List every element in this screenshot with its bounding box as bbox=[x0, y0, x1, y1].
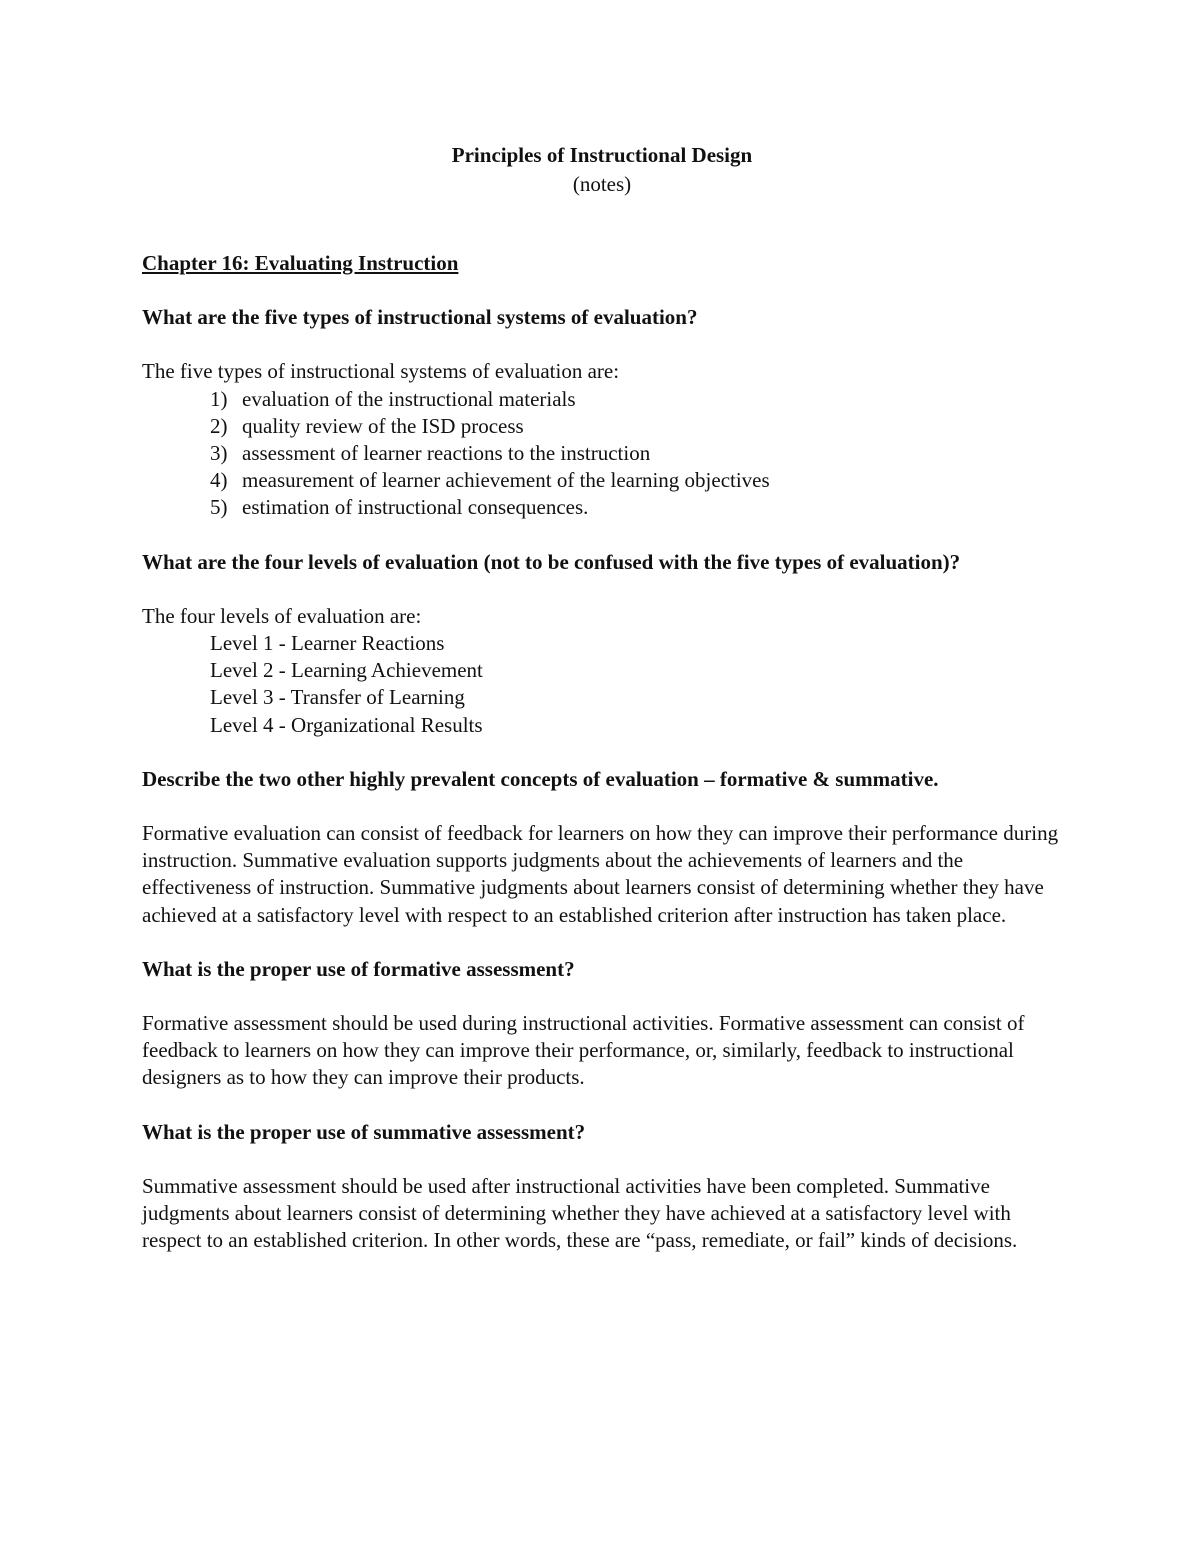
list-item bbox=[210, 413, 1062, 440]
question-concepts: Describe the two other highly prevalent concepts of evaluation – formative & summative. bbox=[142, 766, 939, 791]
list-item-text: evaluation of the instructional materials bbox=[242, 386, 576, 411]
question-five-types: What are the five types of instructional systems of evaluation? bbox=[142, 305, 698, 330]
question-four-levels: What are the four levels of evaluation (not to be confused with the five types of evaluation)? bbox=[142, 549, 961, 574]
question-summative: What is the proper use of summative assessment? bbox=[142, 1119, 586, 1144]
chapter-heading: Chapter 16: Evaluating Instruction bbox=[142, 251, 459, 275]
answer-summative: Summative assessment should be used after instructional activities have been completed. Summative judgments about learners consist of determining whether they have achieved at a satisfactory level with respect to an established criterion. In other words, these are “pass, remediate, or fail” kinds of decisions. bbox=[142, 1173, 1018, 1253]
list-item bbox=[210, 440, 1062, 467]
level-item: Level 3 - Transfer of Learning bbox=[210, 685, 465, 710]
document-page bbox=[142, 140, 1062, 1281]
level-item: Level 2 - Learning Achievement bbox=[210, 658, 483, 683]
list-item bbox=[210, 494, 1062, 521]
document-subtitle: (notes) bbox=[572, 172, 632, 196]
question-formative: What is the proper use of formative assessment? bbox=[142, 956, 575, 981]
list-number: 1) bbox=[210, 386, 228, 411]
level-item: Level 4 - Organizational Results bbox=[210, 712, 483, 737]
list-item bbox=[210, 386, 1062, 413]
list-number: 4) bbox=[210, 468, 228, 493]
list-item bbox=[210, 467, 1062, 494]
list-item-text: estimation of instructional consequences. bbox=[242, 495, 589, 520]
document-title: Principles of Instructional Design bbox=[451, 143, 753, 167]
list-item-text: measurement of learner achievement of the learning objectives bbox=[242, 468, 770, 493]
answer-concepts: Formative evaluation can consist of feedback for learners on how they can improve their performance during instruction. Summative evaluation supports judgments about the achievements of learners and the effectiveness of instruction. Summative judgments about learners consist of determining whether they have achieved at a satisfactory level with respect to an established criterion after instruction has taken place. bbox=[142, 821, 1059, 927]
list-number: 2) bbox=[210, 413, 228, 438]
list-number: 5) bbox=[210, 495, 228, 520]
types-list bbox=[142, 386, 1062, 522]
types-intro: The five types of instructional systems of evaluation are: bbox=[142, 359, 620, 384]
list-number: 3) bbox=[210, 441, 228, 466]
levels-list bbox=[142, 630, 1062, 739]
level-item: Level 1 - Learner Reactions bbox=[210, 631, 445, 656]
title-block bbox=[142, 140, 1062, 198]
list-item-text: assessment of learner reactions to the instruction bbox=[242, 441, 651, 466]
list-item-text: quality review of the ISD process bbox=[242, 413, 524, 438]
answer-formative: Formative assessment should be used during instructional activities. Formative assessment can consist of feedback to learners on how they can improve their performance, or, similarly, feedback to instructional designers as to how they can improve their products. bbox=[142, 1011, 1025, 1090]
levels-intro: The four levels of evaluation are: bbox=[142, 603, 422, 628]
